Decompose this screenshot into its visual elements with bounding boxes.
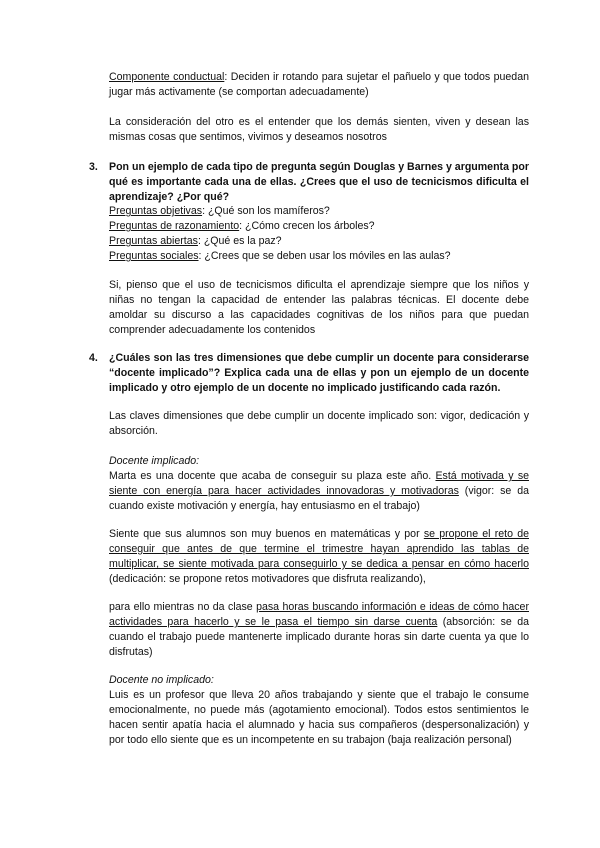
question-4-intro [109,409,529,439]
consideracion-paragraph [109,115,529,145]
conductual-label: Componente conductual [109,71,225,83]
docente-no-implicado-title: Docente no implicado: [109,674,214,686]
docente-implicado-heading [109,454,529,469]
implicado-p2-note: (dedicación: se propone retos motivadores que disfruta realizando), [109,573,426,585]
docente-no-implicado-text: Luis es un profesor que lleva 20 años trabajando y siente que el trabajo le consume emocionalmente, no puede más (agotamiento emocional). Todos estos sentimientos le hacen sentir apatía hacia el alumnado y hacia sus compañeros (despersonalización) y por todo ello siente que es un incompetente en su trabajon (baja realización personal) [109,689,529,746]
question-type-label: Preguntas de razonamiento [109,220,240,232]
implicado-p2-underlined: se propone el reto de conseguir que antes de que termine el trimestre hayan aprendido las tablas de multiplicar, se siente motivada para conseguirlo y se dedica a pensar en cómo hacerlo [109,528,529,570]
question-3-number: 3. [89,161,98,173]
question-types-list [109,204,529,264]
question-4-title: ¿Cuáles son las tres dimensiones que debe cumplir un docente para considerarse “docente implicado”? Explica cada una de ellas y pon un ejemplo de un docente implicado y otro ejemplo de un docente no implicado justificando cada razón. [109,352,529,394]
question-type-label: Preguntas sociales [109,250,199,262]
implicado-p3-note: (absorción: se da cuando el trabajo puede mantenerte implicado durante horas sin darte cuenta ya que lo disfrutas) [109,616,529,658]
question-4-heading [89,351,529,396]
question-3-heading [89,160,529,205]
implicado-p2-text: Siente que sus alumnos son muy buenos en matemáticas y por [109,528,424,540]
docente-no-implicado-heading [109,673,529,688]
question-type-text: : ¿Crees que se deben usar los móviles en las aulas? [198,250,451,262]
question-type-item [109,219,529,234]
question-type-text: : ¿Cómo crecen los árboles? [239,220,375,232]
question-4-intro-text: Las claves dimensiones que debe cumplir un docente implicado son: vigor, dedicación y absorción. [109,410,529,437]
question-type-text: : ¿Qué es la paz? [197,235,282,247]
question-type-item [109,249,529,264]
conductual-text: : Deciden ir rotando para sujetar el pañuelo y que todos puedan jugar más activamente (se comportan adecuadamente) [109,71,529,98]
consideracion-text: La consideración del otro es el entender que los demás sienten, viven y desean las mismas cosas que sentimos, vivimos y deseamos nosotros [109,116,529,143]
docente-implicado-p1 [109,469,529,514]
docente-implicado-p2 [109,527,529,587]
implicado-p3-underlined: pasa horas buscando información e ideas de cómo hacer actividades para hacerlo y se le pasa el tiempo sin darse cuenta [109,601,529,628]
implicado-p1-note: (vigor: se da cuando existe motivación y energía, hay entusiasmo en el trabajo) [109,485,529,512]
implicado-p1-text: Marta es una docente que acaba de conseguir su plaza este año. [109,470,436,482]
implicado-p3-text: para ello mientras no da clase [109,601,257,613]
question-4-number: 4. [89,352,98,364]
docente-no-implicado-paragraph [109,688,529,748]
question-3-title: Pon un ejemplo de cada tipo de pregunta según Douglas y Barnes y argumenta por qué es importante cada una de ellas. ¿Crees que el uso de tecnicismos dificulta el aprendizaje? ¿Por qué? [109,161,529,203]
conductual-paragraph [109,70,529,100]
docente-implicado-title: Docente implicado: [109,455,200,467]
question-type-label: Preguntas abiertas [109,235,198,247]
question-type-item [109,204,529,219]
implicado-p1-underlined: Está motivada y se siente con energía para hacer actividades innovadoras y motivadoras [109,470,530,497]
question-type-label: Preguntas objetivas [109,205,203,217]
question-type-item [109,234,529,249]
question-3-answer-text: Si, pienso que el uso de tecnicismos dificulta el aprendizaje siempre que los niños y niñas no tengan la capacidad de entender las palabras técnicas. El docente debe amoldar su discurso a las capacidades cognitivas de los niños para que puedan comprender adecuadamente los contenidos [109,279,529,336]
docente-implicado-p3 [109,600,529,660]
question-type-text: : ¿Qué son los mamíferos? [202,205,330,217]
question-3-answer [109,278,529,338]
